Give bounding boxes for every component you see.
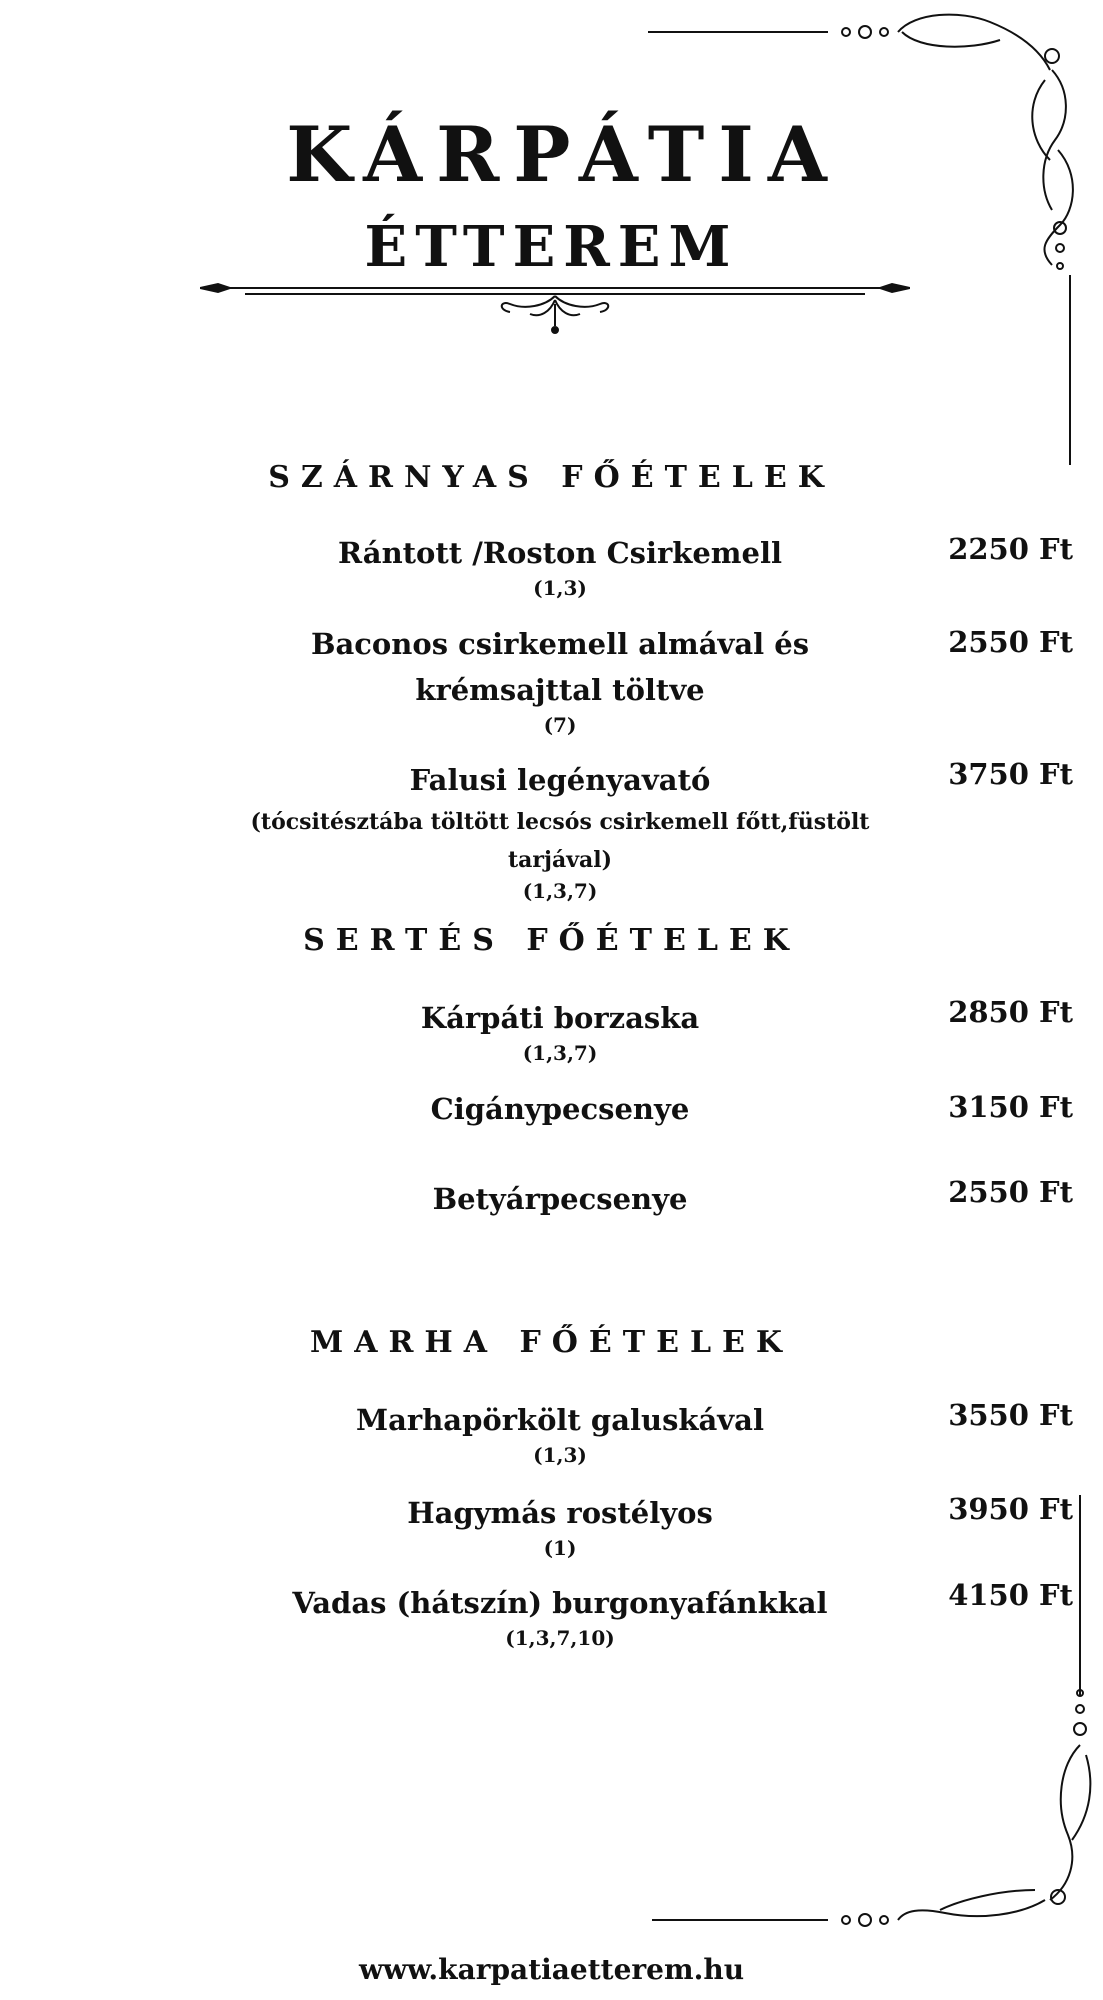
item-price: 2550 Ft bbox=[948, 625, 1073, 659]
item-price: 2850 Ft bbox=[948, 995, 1073, 1029]
item-price: 3950 Ft bbox=[948, 1492, 1073, 1526]
corner-flourish-bottom-right-icon bbox=[640, 1495, 1100, 1935]
menu-item bbox=[230, 621, 890, 737]
item-name: Kárpáti borzaska bbox=[420, 1001, 700, 1035]
item-price: 4150 Ft bbox=[948, 1578, 1073, 1612]
item-allergens: (1) bbox=[543, 1536, 577, 1560]
item-name: Betyárpecsenye bbox=[432, 1182, 688, 1216]
item-name: Vadas (hátszín) burgonyafánkkal bbox=[292, 1586, 828, 1620]
item-allergens: (1,3) bbox=[533, 1443, 587, 1467]
restaurant-subtitle: ÉTTEREM bbox=[364, 214, 739, 280]
item-allergens: (1,3,7) bbox=[522, 1041, 598, 1065]
item-name: Hagymás rostélyos bbox=[407, 1496, 713, 1530]
item-price: 2550 Ft bbox=[948, 1175, 1073, 1209]
item-allergens: (1,3) bbox=[533, 576, 587, 600]
item-name: Rántott /Roston Csirkemell bbox=[338, 536, 782, 570]
restaurant-title: KÁRPÁTIA bbox=[286, 110, 841, 199]
item-price: 3150 Ft bbox=[948, 1090, 1073, 1124]
section-title-poultry: SZÁRNYAS FŐÉTELEK bbox=[268, 460, 835, 495]
menu-item bbox=[230, 1176, 890, 1222]
menu-item bbox=[230, 995, 890, 1065]
item-allergens: (7) bbox=[543, 713, 577, 737]
website-link[interactable]: www.karpatiaetterem.hu bbox=[358, 1953, 745, 1986]
menu-item bbox=[230, 757, 890, 903]
item-price: 3550 Ft bbox=[948, 1398, 1073, 1432]
item-allergens: (1,3,7) bbox=[522, 879, 598, 903]
title-ornament-icon bbox=[200, 278, 910, 338]
item-name: Cigánypecsenye bbox=[430, 1092, 690, 1126]
item-name: Marhapörkölt galuskával bbox=[356, 1403, 764, 1437]
section-title-pork: SERTÉS FŐÉTELEK bbox=[303, 923, 800, 958]
item-name: Baconos csirkemell almával és krémsajttal töltve bbox=[310, 627, 810, 707]
menu-item bbox=[230, 1086, 890, 1132]
section-title-beef: MARHA FŐÉTELEK bbox=[309, 1325, 793, 1360]
item-price: 2250 Ft bbox=[948, 532, 1073, 566]
item-price: 3750 Ft bbox=[948, 757, 1073, 791]
item-allergens: (1,3,7,10) bbox=[505, 1626, 615, 1650]
menu-item bbox=[230, 1490, 890, 1560]
menu-item bbox=[230, 1397, 890, 1467]
menu-item bbox=[230, 530, 890, 600]
divider-line-right bbox=[1075, 1495, 1085, 1695]
item-description: (tócsitésztába töltött lecsós csirkemell főtt,füstölt tarjával) bbox=[250, 809, 870, 873]
item-name: Falusi legényavató bbox=[409, 763, 711, 797]
menu-item bbox=[230, 1580, 890, 1650]
